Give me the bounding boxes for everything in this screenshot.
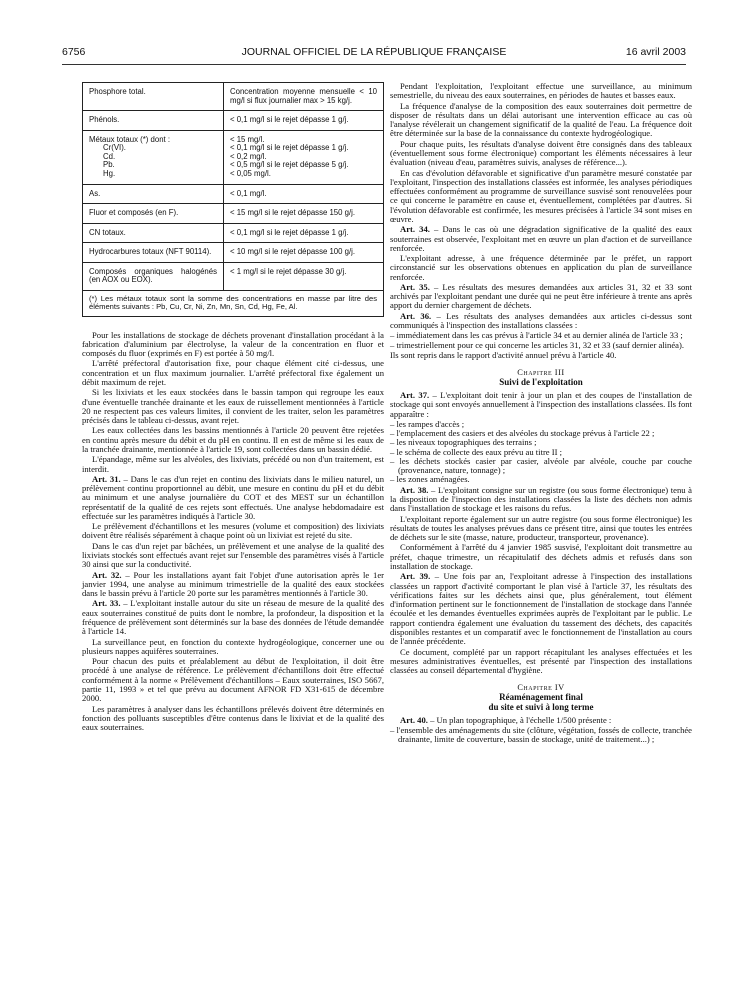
list-item: – le schéma de collecte des eaux prévu au titre II ; — [390, 446, 563, 457]
paragraph — [82, 542, 384, 570]
chapter-4-title-line2: du site et suivi à long terme — [488, 702, 594, 713]
right-column — [390, 82, 692, 746]
art40-paragraph — [390, 716, 692, 725]
parameter-cell — [83, 111, 224, 131]
right-text-part2 — [390, 486, 692, 676]
paragraph-text: Ce document, complété par un rapport récapitulant les analyses effectuées et les mesures administratives éventuelles, est présenté par l'inspection des installations classées au conseil départemental d'hygiène. — [390, 646, 692, 676]
art40-list — [390, 726, 692, 745]
parameter-text: Cd. — [103, 151, 116, 161]
paragraph-text: Si les lixiviats et les eaux stockées dans le bassin tampon qui regroupe les eaux d'une éventuelle tranchée drainante et les eaux de ruissellement mentionnées à l'article 20 ne respectent pas ces valeurs limites, il convient de les traiter, selon les paramètres précisés dans le tableau ci-dessus, avant rejet. — [82, 387, 384, 426]
list-item: – l'ensemble des aménagements du site (clôture, végétation, fossés de collecte, tranchée drainante, limite de couverture, bassin de stockage, unité de traitement...) ; — [390, 725, 692, 745]
paragraph-text: – Les résultats des mesures demandées aux articles 31, 32 et 33 sont archivés par l'exploitant pendant une durée qui ne peut être inférieure à trente ans après apport du dernier chargement de déchets. — [390, 281, 692, 311]
paragraph-text: – Dans le cas où une dégradation significative de la qualité des eaux souterraines est observée, l'exploitant met en œuvre un plan d'action et de surveillance renforcée. — [390, 224, 693, 253]
limit-value-text: < 10 mg/l si le rejet dépasse 100 g/j. — [230, 247, 356, 257]
paragraph — [390, 515, 692, 543]
list-item: – trimestriellement pour ce qui concerne les articles 31, 32 et 33 (sauf dernier alinéa). — [390, 339, 684, 350]
limit-value-cell — [224, 83, 384, 111]
paragraph — [390, 169, 692, 225]
limit-value-text: Concentration moyenne mensuelle < 10 mg/l si flux journalier max > 15 kg/j. — [230, 87, 377, 105]
paragraph — [82, 426, 384, 454]
limit-value-cell — [224, 111, 384, 131]
article-label: Art. 39. — [400, 571, 431, 582]
right-text-part1 — [390, 82, 692, 330]
chapter-4-label: Chapitre IV — [517, 683, 565, 693]
limit-value-cell — [224, 223, 384, 243]
paragraph-text: Conformément à l'arrêté du 4 janvier 1985 susvisé, l'exploitant doit transmettre au préfet, chaque trimestre, un récapitulatif des déchets admis et refusés dans son installation de stockage. — [390, 542, 692, 572]
paragraph-text: La fréquence d'analyse de la composition des eaux souterraines doit permettre de disposer de résultats dans un délai autorisant une intervention efficace au cas où l'analyse révélerait un changement significatif de la qualité de l'eau. La fréquence doit être déterminée sur la base de la connaissance du contexte hydrogéologique. — [390, 100, 692, 139]
list-item: – l'emplacement des casiers et des alvéoles du stockage prévus à l'article 22 ; — [390, 428, 655, 439]
limit-value-text: < 0,1 mg/l. — [230, 188, 267, 198]
article-label: Art. 31. — [92, 473, 121, 484]
paragraph — [390, 102, 692, 139]
paragraph — [82, 522, 384, 541]
limit-value-text: < 0,1 mg/l si le rejet dépasse 1 g/j. — [230, 227, 349, 237]
paragraph — [82, 331, 384, 359]
left-column — [82, 82, 384, 733]
table-note: (*) Les métaux totaux sont la somme des concentrations en masse par litre des éléments suivants : Pb, Cu, Cr, Ni, Zn, Mn, Sn, Cd, Hg, Fe, Al. — [83, 290, 384, 316]
paragraph-text: La surveillance peut, en fonction du contexte hydrogéologique, concerner une ou plusieurs nappes aquifères souterraines. — [82, 636, 384, 656]
parameter-text: Cr(VI). — [103, 143, 126, 153]
parameter-text: Métaux totaux (*) dont : — [89, 134, 171, 144]
chapter-3-label: Chapitre III — [517, 368, 565, 378]
chapter-4-title-line1: Réaménagement final — [499, 692, 583, 703]
limit-value-cell — [224, 130, 384, 184]
paragraph — [82, 359, 384, 387]
paragraph — [390, 543, 692, 571]
parameter-text: Hydrocarbures totaux (NFT 90114). — [89, 247, 212, 257]
paragraph — [390, 140, 692, 168]
paragraph — [82, 657, 384, 703]
left-text — [82, 331, 384, 733]
paragraph — [82, 455, 384, 474]
limit-value-cell — [224, 204, 384, 224]
page-header — [62, 46, 686, 62]
art37-paragraph — [390, 391, 692, 419]
limit-value-cell — [224, 243, 384, 263]
parameter-cell — [83, 130, 224, 184]
paragraph-text: L'épandage, même sur les alvéoles, des lixiviats, précédé ou non d'un traitement, est interdit. — [82, 454, 384, 474]
limit-value-text: < 0,1 mg/l si le rejet dépasse 1 g/j. — [230, 143, 349, 153]
limit-value-text: < 0,05 mg/l. — [230, 168, 271, 178]
paragraph — [390, 82, 692, 101]
parameter-text: Phénols. — [89, 115, 120, 125]
table-row — [83, 223, 384, 243]
limit-values-table — [82, 82, 384, 317]
paragraph — [82, 705, 384, 733]
paragraph — [390, 648, 692, 676]
table-row — [83, 204, 384, 224]
parameter-text: As. — [89, 188, 101, 198]
paragraph-text: Les paramètres à analyser dans les échantillons prélevés doivent être déterminés en fonction des polluants susceptibles d'être contenus dans le lixiviat et de la qualité des eaux souterraines. — [82, 703, 384, 733]
parameter-cell — [83, 223, 224, 243]
paragraph-text: – Dans le cas d'un rejet en continu des lixiviats dans le milieu naturel, un prélèvement continu proportionnel au débit, une mesure en continu du pH et du débit au minimum et une analyse journalière du COT et des MEST sur un échantillon représentatif de la qualité de ces rejets sont effectués. Une analyse hebdomadaire est effectuée sur les paramètres indiqués à l'article 30. — [82, 473, 385, 521]
paragraph — [82, 571, 384, 599]
header-rule — [62, 64, 686, 65]
paragraph-text: En cas d'évolution défavorable et significative d'un paramètre mesuré constatée par l'exploitant, l'inspection des installations classées est informée, les analyses périodiques effectuées conformément au programme de surveillance susvisé sont renouvelées pour ce qui concerne le paramètre en cause et, éventuellement, complétées par d'autres. Si l'évolution défavorable est confirmée, les mesures précisées à l'article 34 sont mises en œuvre. — [390, 167, 692, 224]
publication-date: 16 avril 2003 — [625, 46, 686, 58]
list-item: – les déchets stockés casier par casier, alvéole par alvéole, couche par couche (provenance, nature, tonnage) ; — [390, 455, 692, 476]
paragraph — [390, 572, 692, 646]
paragraph — [82, 388, 384, 425]
paragraph-text: L'arrêté préfectoral d'autorisation fixe, pour chaque élément cité ci-dessus, une concentration et un flux maximum journalier. L'arrêté préfectoral fixe également un débit maximum de rejet. — [82, 358, 384, 387]
article-text: – Un plan topographique, à l'échelle 1/500 présente : — [430, 714, 612, 725]
parameter-text: CN totaux. — [89, 227, 126, 237]
limit-value-text: < 15 mg/l si le rejet dépasse 150 g/j. — [230, 208, 356, 218]
table-row — [83, 111, 384, 131]
parameter-text: Pb. — [103, 160, 115, 170]
article-label: Art. 32. — [92, 569, 122, 580]
table-row — [83, 262, 384, 290]
parameter-cell — [83, 243, 224, 263]
parameter-text: Hg. — [103, 168, 116, 178]
list-item: – les niveaux topographiques des terrains ; — [390, 437, 537, 448]
paragraph-text: Dans le cas d'un rejet par bâchées, un prélèvement et une analyse de la qualité des lixiviats stockés sont effectués avant rejet sur l'ensemble des paramètres visés à l'article 30 ainsi que sur la conductivité. — [82, 540, 384, 570]
limit-value-text: < 15 mg/l. — [230, 134, 265, 144]
list-item: – les rampes d'accès ; — [390, 418, 465, 429]
paragraph-text: Pour chacun des puits et préalablement au début de l'exploitation, il doit être procédé à une analyse de référence. Le prélèvement d'échantillons doit être effectué conformément à la norme « Prélèvement d'échantillons – Eaux souterraines, ISO 5667, partie 11, 1993 » et tel que prévu au document AFNOR FD X31-615 de décembre 2000. — [82, 656, 384, 704]
paragraph — [390, 254, 692, 282]
article-text: – L'exploitant doit tenir à jour un plan et des coupes de l'installation de stockage qui sont envoyés annuellement à l'inspection des installations classées. Ils font apparaître : — [390, 389, 692, 419]
paragraph-text: Pour les installations de stockage de déchets provenant d'installation procédant à la fabrication d'aluminium par électrolyse, la valeur de la concentration en fluor et composés du fluor (exprimés en F) est portée à 50 mg/l. — [82, 329, 384, 359]
paragraph-text: L'exploitant reporte également sur un autre registre (ou sous forme électronique) les résultats de toutes les analyses prévues dans ce présent titre, ainsi que toutes les entrées de déchets sur le site (masse, nature, producteur, transporteur, provenance). — [390, 513, 692, 543]
paragraph — [390, 312, 692, 331]
article-label: Art. 40. — [400, 714, 428, 725]
article-label: Art. 35. — [400, 281, 430, 292]
art36-closing: Ils sont repris dans le rapport d'activité annuel prévu à l'article 40. — [390, 349, 617, 360]
paragraph-text: – Pour les installations ayant fait l'objet d'une autorisation après le 1er janvier 1994, une analyse au minimum trimestrielle de la qualité des eaux stockées dans le bassin prévu à l'article 20 porte sur les paramètres mentionnés à l'article 30. — [82, 569, 385, 599]
parameter-text: Fluor et composés (en F). — [89, 208, 179, 218]
parameter-text: Composés organiques halogénés (en AOX ou EOX). — [89, 266, 217, 285]
paragraph-text: Les eaux collectées dans les bassins mentionnés à l'article 20 peuvent être rejetées en continu après mesure du débit et du pH en continu. Il en est de même si les eaux de la tranchée drainante, mentionnée à l'article 19, sont collectées dans un bassin dédié. — [82, 425, 384, 454]
chapter-3-title: Suivi de l'exploitation — [499, 377, 583, 388]
art36-list — [390, 331, 692, 350]
parameter-cell — [83, 83, 224, 111]
paragraph-text: – L'exploitant consigne sur un registre (ou sous forme électronique) tenu à la disposition de l'inspection des installations classées la liste des déchets non admis dans l'installation de stockage et les raisons du refus. — [390, 484, 693, 514]
paragraph-text: Pour chaque puits, les résultats d'analyse doivent être consignés dans des tableaux (éventuellement sous forme électronique) comportant les éléments nécessaires à leur évaluation (niveau d'eau, paramètres suivis, analyses de référence...). — [390, 138, 692, 168]
table-row — [83, 130, 384, 184]
paragraph-text: Le prélèvement d'échantillons et les mesures (volume et composition) des lixiviats doivent être réalisés séparément à chaque point où un lixiviat est rejeté du site. — [82, 521, 384, 541]
list-item: – les zones aménagées. — [390, 474, 470, 485]
limit-value-cell — [224, 184, 384, 204]
article-label: Art. 38. — [400, 484, 429, 495]
art37-list — [390, 420, 692, 485]
parameter-cell — [83, 204, 224, 224]
limit-value-text: < 0,1 mg/l si le rejet dépasse 1 g/j. — [230, 115, 349, 125]
parameter-cell — [83, 262, 224, 290]
list-item: – immédiatement dans les cas prévus à l'article 34 et au dernier alinéa de l'article 33 ; — [390, 330, 683, 341]
paragraph — [390, 486, 692, 514]
article-label: Art. 34. — [400, 224, 430, 235]
paragraph-text: – Les résultats des analyses demandées aux articles ci-dessus sont communiqués à l'inspection des installations classées : — [390, 310, 693, 331]
paragraph-text: Pendant l'exploitation, l'exploitant effectue une surveillance, au minimum semestrielle, du niveau des eaux souterraines, en périodes de hautes et basses eaux. — [390, 81, 692, 101]
table-row — [83, 243, 384, 263]
paragraph-text: L'exploitant adresse, à une fréquence déterminée par le préfet, un rapport circonstancié sur les observations obtenues en application du plan de surveillance renforcée. — [390, 253, 692, 282]
limit-value-text: < 0,2 mg/l. — [230, 151, 267, 161]
table-row — [83, 184, 384, 204]
table-row — [83, 83, 384, 111]
paragraph — [390, 225, 692, 253]
paragraph — [390, 283, 692, 311]
limit-value-text: < 1 mg/l si le rejet dépasse 30 g/j. — [230, 266, 347, 276]
paragraph — [82, 599, 384, 636]
article-label: Art. 36. — [400, 310, 432, 321]
paragraph-text: – L'exploitant installe autour du site un réseau de mesure de la qualité des eaux souterraines constitué de puits dont le nombre, la profondeur, la disposition et la fréquence de prélèvement sont déterminés sur la base des données de l'étude demandée à l'article 14. — [82, 598, 384, 637]
article-label: Art. 33. — [92, 598, 121, 609]
page-number: 6756 — [62, 46, 86, 58]
parameter-text: Phosphore total. — [89, 87, 146, 96]
article-label: Art. 37. — [400, 389, 430, 400]
journal-title: JOURNAL OFFICIEL DE LA RÉPUBLIQUE FRANÇAISE — [241, 46, 507, 58]
paragraph — [82, 475, 384, 521]
limit-value-cell — [224, 262, 384, 290]
paragraph — [82, 638, 384, 657]
limit-value-text: < 0,5 mg/l si le rejet dépasse 5 g/j. — [230, 160, 349, 170]
parameter-cell — [83, 184, 224, 204]
paragraph-text: – Une fois par an, l'exploitant adresse à l'inspection des installations classées un rapport d'activité comportant le plan visé à l'article 37, les résultats des vérifications faites sur les déchets ainsi que, plus généralement, tout élément d'information pertinent sur le fonctionnement de l'installation de stockage dans l'année écoulée et les demandes éventuelles exprimées auprès de l'exploitant par le public. Le rapport contiendra également une évaluation du tassement des déchets, des capacités disponibles restantes et un comparatif avec le fonctionnement de l'installation au cours de l'année précédente. — [390, 571, 692, 647]
